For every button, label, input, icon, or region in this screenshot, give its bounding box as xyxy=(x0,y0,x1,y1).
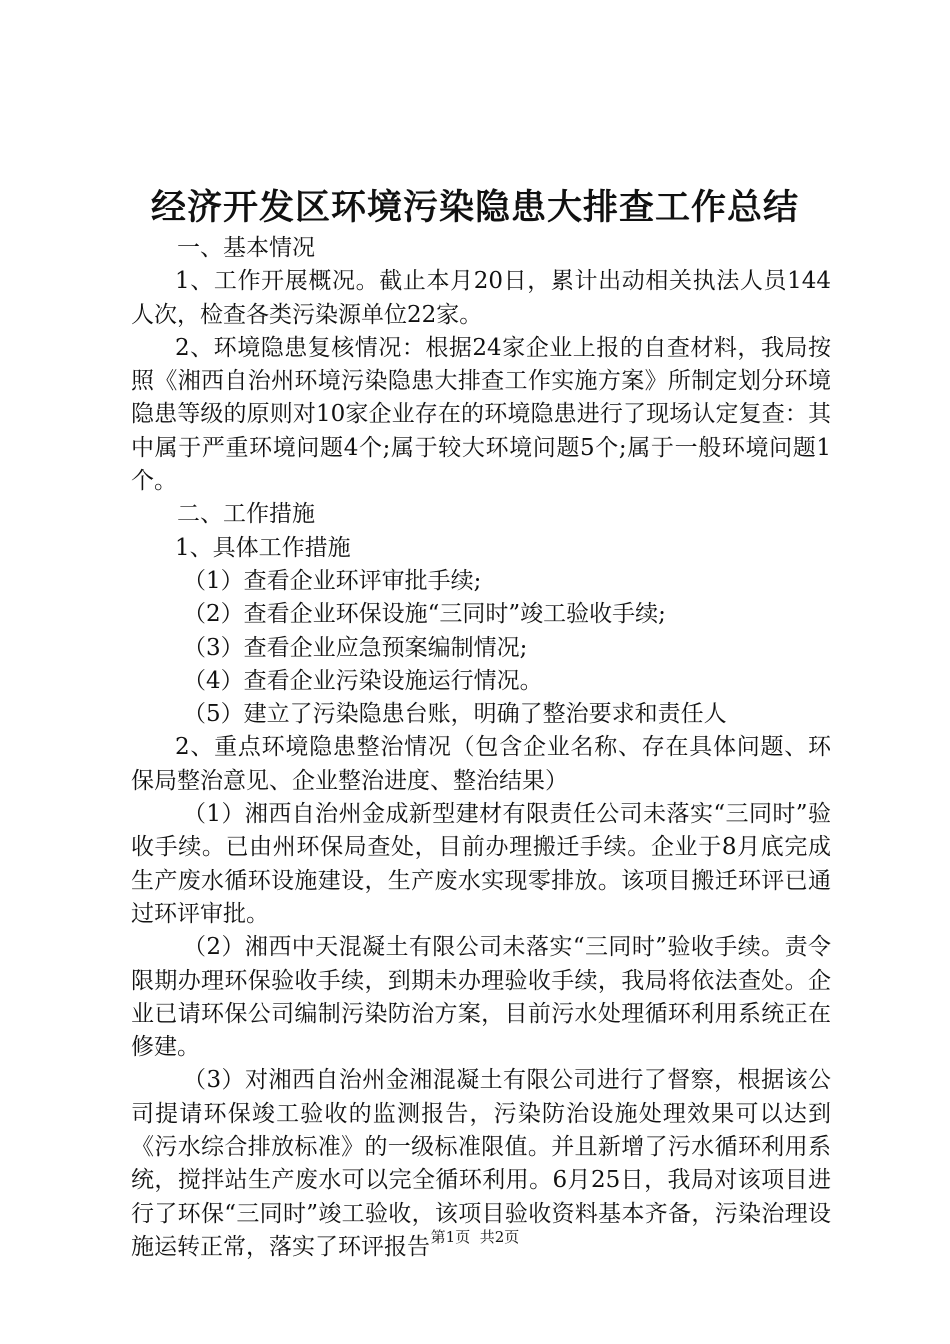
list-item: （3）查看企业应急预案编制情况; xyxy=(183,634,528,661)
section-heading-basic: 一、基本情况 xyxy=(177,235,315,261)
subheading-specific-measures: 1、具体工作措施 xyxy=(175,534,351,561)
list-item: （4）查看企业污染设施运行情况。 xyxy=(183,667,543,694)
page-number-total: 共2页 xyxy=(479,1228,520,1246)
page-number-current: 第1页 xyxy=(430,1228,471,1246)
paragraph-case-3: （3）对湘西自治州金湘混凝土有限公司进行了督察，根据该公司提请环保竣工验收的监测报告，污染防治设施处理效果可以达到《污水综合排放标准》的一级标准限值。并且新增了污水循环利用系统，搅拌站生产废水可以完全循环利用。6月25日，我局对该项目进行了环保“三同时”竣工验收，该项目验收资料基本齐备，污染治理设施运转正常，落实了环评报告 xyxy=(131,1067,831,1260)
page-footer xyxy=(0,1226,950,1248)
document-body xyxy=(131,232,831,1264)
paragraph-case-2: （2）湘西中天混凝土有限公司未落实“三同时”验收手续。责令限期办理环保验收手续，到期未办理验收手续，我局将依法查处。企业已请环保公司编制污染防治方案，目前污水处理循环利用系统正在修建。 xyxy=(131,934,831,1061)
paragraph-case-1: （1）湘西自治州金成新型建材有限责任公司未落实“三同时”验收手续。已由州环保局查处，目前办理搬迁手续。企业于8月底完成生产废水循环设施建设，生产废水实现零排放。该项目搬迁环评已通过环评审批。 xyxy=(131,801,831,927)
subheading-key-rectification: 2、重点环境隐患整治情况（包含企业名称、存在具体问题、环保局整治意见、企业整治进度、整治结果） xyxy=(131,734,831,794)
document-title: 经济开发区环境污染隐患大排查工作总结 xyxy=(150,187,799,228)
paragraph-work-overview: 1、工作开展概况。截止本月20日，累计出动相关执法人员144人次，检查各类污染源单位22家。 xyxy=(131,268,831,328)
section-heading-measures: 二、工作措施 xyxy=(177,501,315,528)
list-item: （1）查看企业环评审批手续; xyxy=(183,567,482,594)
paragraph-hazard-review: 2、环境隐患复核情况：根据24家企业上报的自查材料，我局按照《湘西自治州环境污染隐患大排查工作实施方案》所制定划分环境隐患等级的原则对10家企业存在的环境隐患进行了现场认定复查：其中属于严重环境问题4个;属于较大环境问题5个;属于一般环境问题1个。 xyxy=(131,334,831,495)
list-item: （2）查看企业环保设施“三同时”竣工验收手续; xyxy=(183,601,666,628)
list-item: （5）建立了污染隐患台账，明确了整治要求和责任人 xyxy=(183,701,727,728)
